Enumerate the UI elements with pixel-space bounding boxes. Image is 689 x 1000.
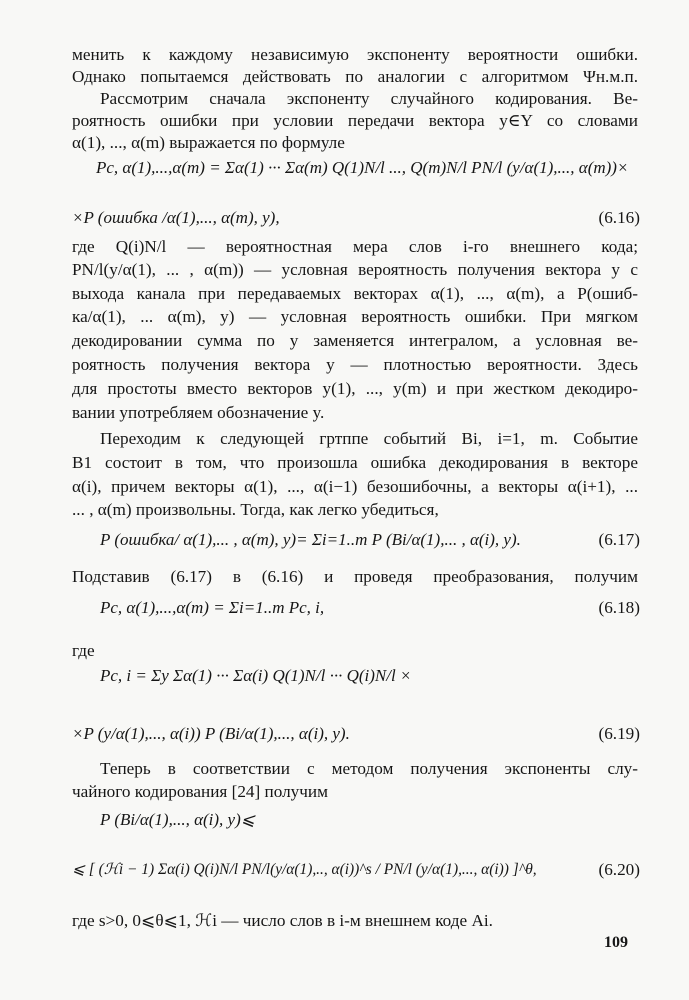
- equation-number: (6.16): [598, 208, 640, 227]
- equation-number: (6.17): [598, 530, 640, 549]
- text-line: PN/l(y/α(1), ... , α(m)) — условная вероятность получения вектора y с: [72, 260, 638, 279]
- text-line: выхода канала при передаваемых векторах α(1), ..., α(m), а P(ошиб-: [72, 284, 638, 303]
- equation-6-20-line1: P (Bi/α(1),..., α(i), y)⩽: [100, 810, 255, 829]
- text-line: где s>0, 0⩽θ⩽1, ℋi — число слов в i-м внешнем коде Ai.: [72, 911, 493, 930]
- text-line: α(i), причем векторы α(1), ..., α(i−1) безошибочны, а векторы α(i+1), ...: [72, 477, 638, 496]
- equation-6-16-line1: Pc, α(1),...,α(m) = Σα(1) ··· Σα(m) Q(1)N/l ..., Q(m)N/l PN/l (y/α(1),..., α(m))×: [96, 158, 629, 177]
- equation-number: (6.20): [598, 860, 640, 879]
- text-line: Переходим к следующей гртппе событий Bi, i=1, m. Событие: [100, 429, 638, 448]
- text-line: вании употребляем обозначение y.: [72, 403, 325, 422]
- text-line: ... , α(m) произвольны. Тогда, как легко убедиться,: [72, 500, 439, 519]
- text-line: для простоты вместо векторов y(1), ..., y(m) и при жестком декодиро-: [72, 379, 638, 398]
- text-line: ка/α(1), ... α(m), y) — условная вероятность ошибки. При мягком: [72, 307, 638, 326]
- equation-6-17: P (ошибка/ α(1),... , α(m), y)= Σi=1..m P (Bi/α(1),... , α(i), y).: [100, 530, 521, 549]
- text-line: Подставив (6.17) в (6.16) и проведя преобразования, получим: [72, 567, 638, 586]
- text-line: чайного кодирования [24] получим: [72, 782, 328, 801]
- text-line: B1 состоит в том, что произошла ошибка декодирования в векторе: [72, 453, 638, 472]
- equation-6-16-line2: ×P (ошибка /α(1),..., α(m), y),: [72, 208, 280, 227]
- text-line: Однако попытаемся действовать по аналогии с алгоритмом Ψн.м.п.: [72, 67, 638, 86]
- text-line: декодировании сумма по y заменяется интегралом, а условная ве-: [72, 331, 638, 350]
- text-line: менить к каждому независимую экспоненту вероятности ошибки.: [72, 45, 638, 64]
- text-line: Теперь в соответствии с методом получения экспоненты слу-: [100, 759, 638, 778]
- equation-6-20-line2: ⩽ [ (ℋi − 1) Σα(i) Q(i)N/l PN/l(y/α(1),.., α(i))^s / PN/l (y/α(1),..., α(i)) ]^θ,: [72, 861, 537, 878]
- text-line: роятность ошибки при условии передачи вектора y∈Y со словами: [72, 111, 638, 130]
- equation-6-19-line2: ×P (y/α(1),..., α(i)) P (Bi/α(1),..., α(i), y).: [72, 724, 350, 743]
- page-number: 109: [604, 934, 628, 951]
- equation-number: (6.19): [598, 724, 640, 743]
- equation-6-18: Pc, α(1),...,α(m) = Σi=1..m Pc, i,: [100, 598, 325, 617]
- text-line: Рассмотрим сначала экспоненту случайного кодирования. Ве-: [100, 89, 638, 108]
- text-line: роятность получения вектора y — плотностью вероятности. Здесь: [72, 355, 638, 374]
- text-line: где: [72, 641, 95, 660]
- text-line: α(1), ..., α(m) выражается по формуле: [72, 133, 345, 152]
- equation-number: (6.18): [598, 598, 640, 617]
- equation-6-19-line1: Pc, i = Σy Σα(1) ··· Σα(i) Q(1)N/l ··· Q(i)N/l ×: [100, 666, 412, 685]
- text-line: где Q(i)N/l — вероятностная мера слов i-го внешнего кода;: [72, 237, 638, 256]
